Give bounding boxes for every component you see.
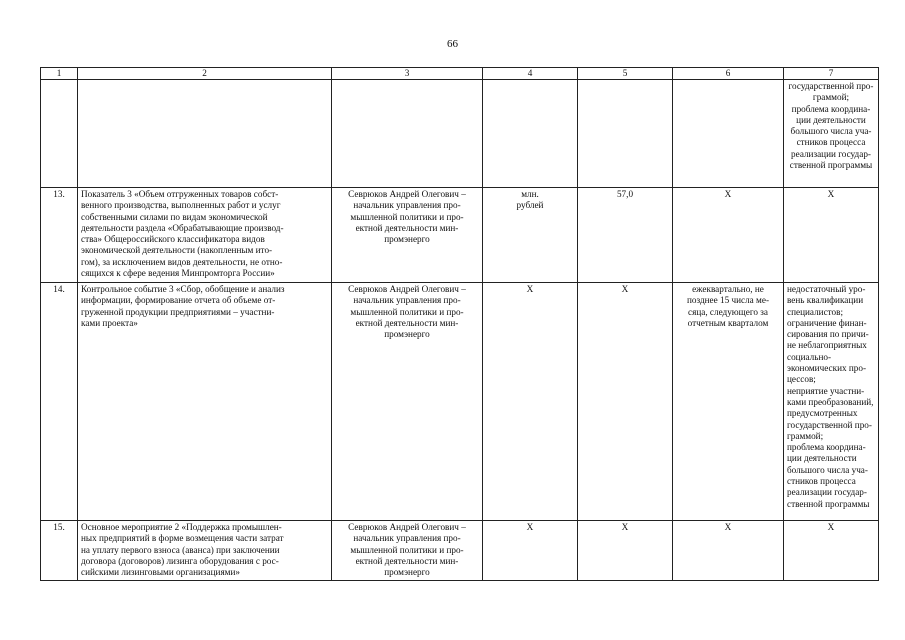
row-number xyxy=(41,80,78,188)
plan-table xyxy=(40,67,879,581)
table-row xyxy=(41,521,879,581)
event-description: Показатель 3 «Объем отгруженных товаров собст- венного производства, выполненных работ и услуг собственными силами по видам экономической деятельности раздела «Обрабатывающие производ- ства» Общероссийского классификатора видов экономической деятельности (накопленным ито- гом), за исключением видов деятельности, не отно- сящихся к сфере ведения Минпромторга России» xyxy=(78,188,332,283)
column-header-1: 1 xyxy=(41,68,78,80)
term-cell xyxy=(673,80,784,188)
responsible-person: Севрюков Андрей Олегович – начальник управления про- мышленной политики и про- ектной деятельности мин- промэнерго xyxy=(332,188,483,283)
column-header-7: 7 xyxy=(784,68,879,80)
term-cell: ежеквартально, не позднее 15 числа ме- сяца, следующего за отчетным кварталом xyxy=(673,283,784,521)
row-number: 15. xyxy=(41,521,78,581)
column-header-4: 4 xyxy=(483,68,578,80)
value-cell: 57,0 xyxy=(578,188,673,283)
term-cell: Х xyxy=(673,521,784,581)
risks-cell: Х xyxy=(784,521,879,581)
value-cell xyxy=(578,80,673,188)
responsible-person: Севрюков Андрей Олегович – начальник управления про- мышленной политики и про- ектной деятельности мин- промэнерго xyxy=(332,283,483,521)
column-header-6: 6 xyxy=(673,68,784,80)
column-header-3: 3 xyxy=(332,68,483,80)
unit-cell: Х xyxy=(483,521,578,581)
term-cell: Х xyxy=(673,188,784,283)
table-row xyxy=(41,188,879,283)
column-header-5: 5 xyxy=(578,68,673,80)
event-description: Основное мероприятие 2 «Поддержка промышлен- ных предприятий в форме возмещения части затрат на уплату первого взноса (аванса) при заключении договора (договоров) лизинга оборудования с рос- сийскими лизинговыми организациями» xyxy=(78,521,332,581)
risks-cell: недостаточный уро- вень квалификации специалистов; ограничение финан- сирования по причи- не неблагоприятных социально- экономических про- цессов; неприятие участни- ками преобразований, предусмотренных государственной про- граммой; проблема координа- ции деятельности большого числа уча- стников процесса реализации государ- ственной программы xyxy=(784,283,879,521)
column-header-2: 2 xyxy=(78,68,332,80)
table-row xyxy=(41,80,879,188)
event-description xyxy=(78,80,332,188)
row-number: 13. xyxy=(41,188,78,283)
unit-cell xyxy=(483,80,578,188)
header-row xyxy=(41,68,879,80)
value-cell: Х xyxy=(578,283,673,521)
responsible-person xyxy=(332,80,483,188)
risks-cell: Х xyxy=(784,188,879,283)
risks-cell: государственной про- граммой; проблема координа- ции деятельности большого числа уча- стников процесса реализации государ- ственной программы xyxy=(784,80,879,188)
row-number: 14. xyxy=(41,283,78,521)
event-description: Контрольное событие 3 «Сбор, обобщение и анализ информации, формирование отчета об объеме от- груженной продукции предприятиями – участни- ками проекта» xyxy=(78,283,332,521)
table-row xyxy=(41,283,879,521)
unit-cell: Х xyxy=(483,283,578,521)
unit-cell: млн. рублей xyxy=(483,188,578,283)
value-cell: Х xyxy=(578,521,673,581)
page-number: 66 xyxy=(447,38,458,50)
responsible-person: Севрюков Андрей Олегович – начальник управления про- мышленной политики и про- ектной деятельности мин- промэнерго xyxy=(332,521,483,581)
